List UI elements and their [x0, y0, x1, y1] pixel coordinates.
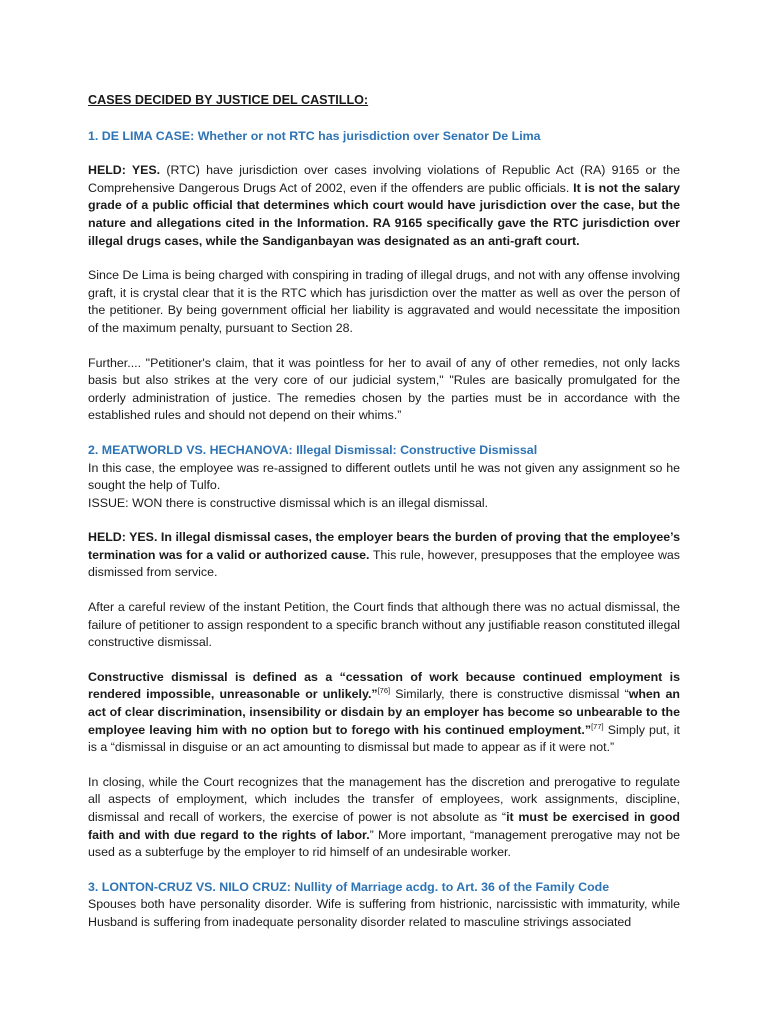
case2-review-paragraph: After a careful review of the instant Petition, the Court finds that although there was no actual dismissal, the failure of petitioner to assign respondent to a specific branch without any justifiable reason constituted illegal constructive dismissal.: [88, 600, 680, 650]
case2-held-text: This rule, however, presupposes that the employee was dismissed from service.: [88, 547, 680, 580]
case1-paragraph-2: Since De Lima is being charged with conspiring in trading of illegal drugs, and not with any offense involving graft, it is crystal clear that it is the RTC which has jurisdiction over the matter as well as over the person of the petitioner. By being government official her liability is aggravated and would necessitate the imposition of the maximum penalty, pursuant to Section 28.: [88, 268, 680, 335]
case1-held-text: (RTC) have jurisdiction over cases involving violations of Republic Act (RA) 9165 or the Comprehensive Dangerous Drugs Act of 2002, even if the offenders are public officials.: [88, 163, 680, 195]
case1-paragraph-3: Further.... "Petitioner's claim, that it was pointless for her to avail of any of other remedies, not only lacks basis but also strikes at the very core of our judicial system," "Rules are basically promulgated for the orderly administration of justice. The remedies chosen by the parties must be in accordance with the established rules and should not depend on their whims.”: [88, 355, 680, 423]
cd-definition-bold: Constructive dismissal is defined as a “cessation of work because continued employment is rendered impossible, unreasonable or unlikely.”: [88, 669, 680, 702]
cd-similarly-text: Similarly, there is constructive dismissal “: [390, 687, 629, 702]
case1-held-label: HELD: YES.: [88, 163, 161, 178]
footnote-ref-76: [76]: [377, 686, 391, 696]
case1-held-bold: It is not the salary grade of a public official that determines which court would have jurisdiction over the case, but the nature and allegations cited in the Information. RA 9165 specifically gave the RTC jurisdiction over illegal drugs cases, while the Sandiganbayan was designated as an anti-graft court.: [88, 180, 680, 248]
case2-held-label: HELD: YES.: [88, 530, 158, 545]
footnote-ref-77: [77]: [591, 721, 604, 731]
closing-bold: it must be exercised in good faith and with due regard to the rights of labor.: [88, 810, 681, 842]
case2-closing-paragraph: [88, 774, 680, 862]
case2-heading: 2. MEATWORLD VS. HECHANOVA: Illegal Dismissal: Constructive Dismissal: [88, 442, 538, 457]
case1-heading: 1. DE LIMA CASE: Whether or not RTC has jurisdiction over Senator De Lima: [88, 128, 541, 143]
closing-text-2: ” More important, “management prerogative may not be used as a subterfuge by the employer to rid himself of an undesirable worker.: [88, 827, 680, 860]
cd-simply-put-text: Simply put, it is a “dismissal in disguise or an act amounting to dismissal but made to appear as if it were not.”: [88, 722, 680, 755]
cd-discrimination-bold: when an act of clear discrimination, insensibility or disdain by an employer has become so unbearable to the employee leaving him with no option but to forego with his continued employment.”: [88, 687, 680, 737]
case2-issue: ISSUE: WON there is constructive dismissal which is an illegal dismissal.: [88, 495, 489, 510]
case2-held-paragraph: [88, 529, 680, 582]
case2-constructive-dismissal-paragraph: [88, 669, 680, 757]
case2-facts: In this case, the employee was re-assigned to different outlets until he was not given any assignment so he sought the help of Tulfo.: [88, 460, 680, 493]
document-page: [88, 92, 680, 932]
closing-text-1: In closing, while the Court recognizes that the management has the discretion and prerogative to regulate all aspects of employment, which includes the transfer of employees, work assignments, discipline, dismissal and recall of workers, the exercise of power is not absolute as “: [88, 774, 680, 824]
case1-held-paragraph: [88, 162, 680, 250]
case3-heading: 3. LONTON-CRUZ VS. NILO CRUZ: Nullity of Marriage acdg. to Art. 36 of the Family Code: [88, 879, 610, 894]
case2-held-bold: In illegal dismissal cases, the employer bears the burden of proving that the employee’s termination was for a valid or authorized cause.: [88, 530, 680, 562]
case3-text: Spouses both have personality disorder. Wife is suffering from histrionic, narcissistic with immaturity, while Husband is suffering from inadequate personality disorder related to masculine strivings associated: [88, 897, 680, 929]
document-title: CASES DECIDED BY JUSTICE DEL CASTILLO:: [88, 93, 369, 107]
